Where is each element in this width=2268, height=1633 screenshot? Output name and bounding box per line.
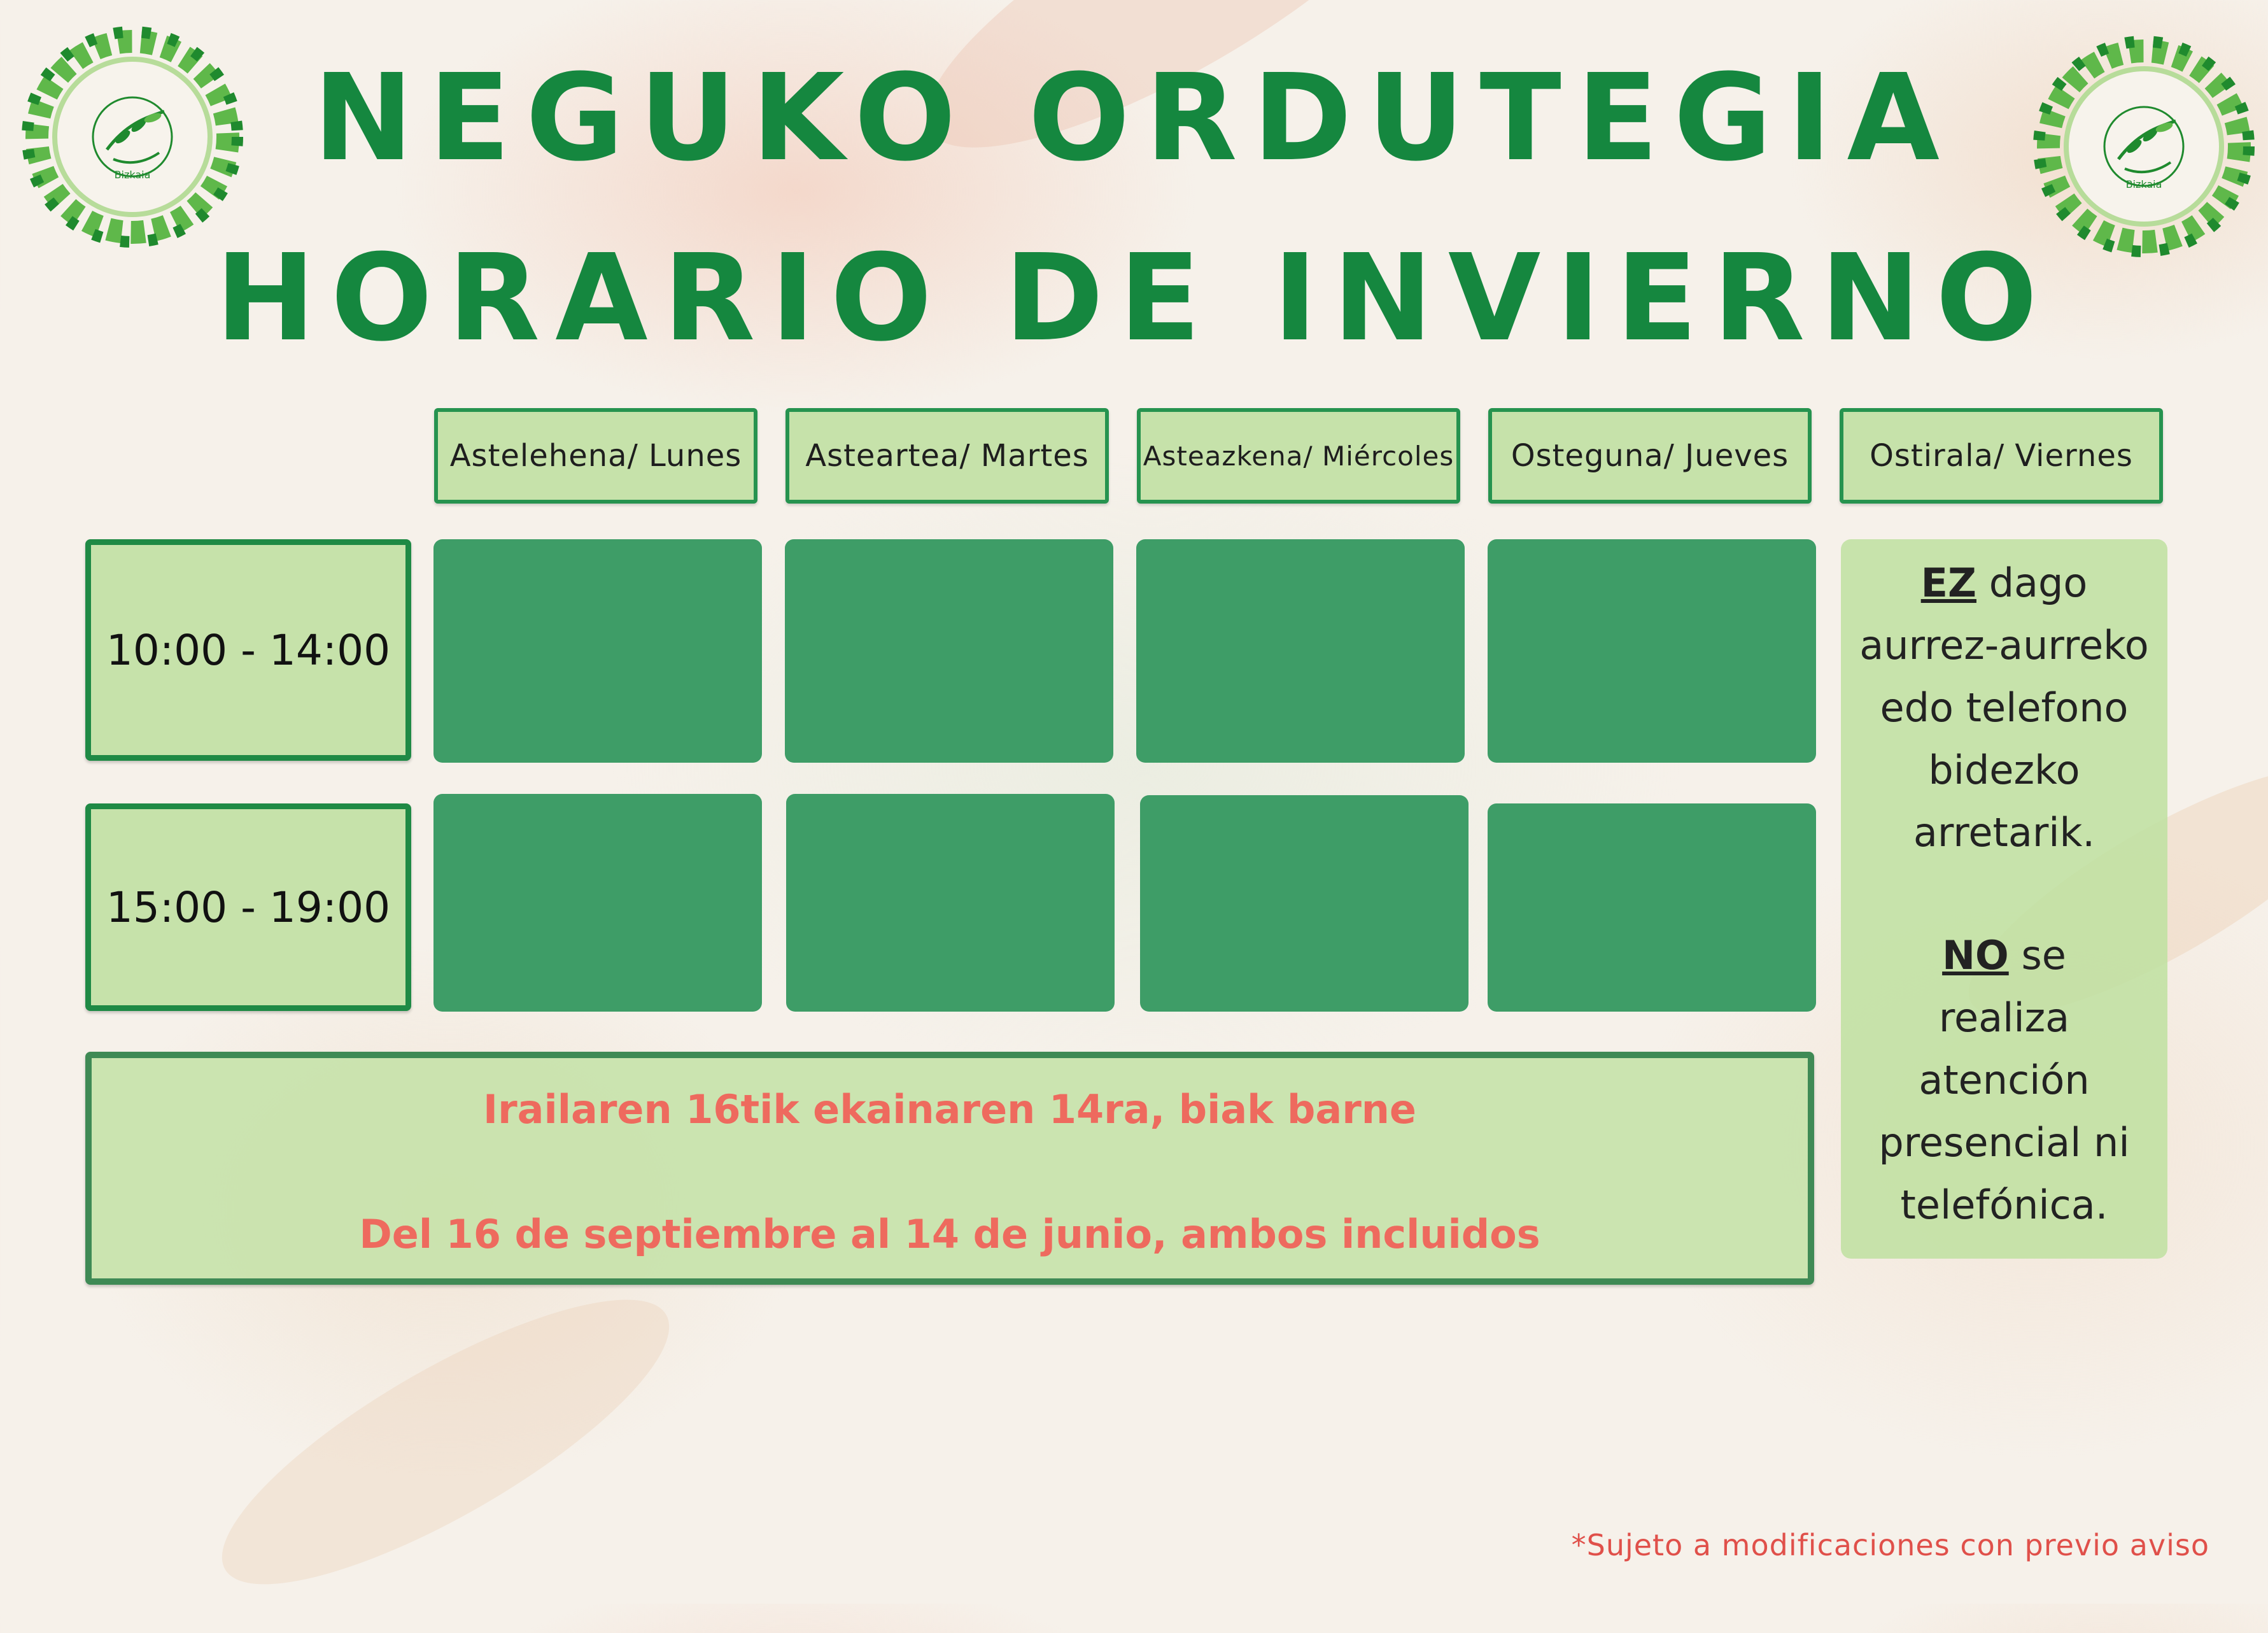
day-header-thursday: Osteguna/ Jueves [1488,408,1812,504]
svg-text:Bizkaia: Bizkaia [114,169,151,181]
notice-eu-line: arretarik. [1913,809,2095,856]
day-header-friday: Ostirala/ Viernes [1840,408,2163,504]
time-slot-afternoon: 15:00 - 19:00 [85,803,411,1011]
notice-es-line: telefónica. [1900,1182,2108,1228]
notice-eu-line: dago [1989,560,2088,606]
footnote: *Sujeto a modificaciones con previo aviso [1571,1528,2209,1562]
notice-es-emphasis: NO [1942,932,2009,979]
validity-period-spanish: Del 16 de septiembre al 14 de junio, ambos incluidos [359,1211,1540,1257]
notice-eu-emphasis: EZ [1920,560,1976,606]
notice-es-line: atención [1919,1057,2090,1103]
title-spanish: HORARIO DE INVIERNO [215,229,2053,368]
notice-es-line: realiza [1938,994,2070,1041]
notice-eu-line: edo telefono [1880,684,2129,731]
slot-monday-afternoon [433,794,762,1012]
day-header-wednesday: Asteazkena/ Miércoles [1137,408,1460,504]
title-basque: NEGUKO ORDUTEGIA [313,48,1955,188]
background-streak [188,1251,703,1632]
slot-thursday-morning [1488,539,1816,763]
notice-eu-line: aurrez-aurreko [1859,622,2149,668]
slot-tuesday-afternoon [786,794,1115,1012]
time-slot-morning: 10:00 - 14:00 [85,539,411,761]
friday-closed-notice [1841,539,2167,1259]
slot-tuesday-morning [785,539,1113,763]
notice-eu-line: bidezko [1928,747,2080,793]
day-header-tuesday: Asteartea/ Martes [785,408,1109,504]
slot-wednesday-afternoon [1140,795,1469,1012]
validity-period-box [85,1052,1814,1285]
slot-monday-morning [433,539,762,763]
validity-period-basque: Irailaren 16tik ekainaren 14ra, biak barne [483,1086,1416,1133]
notice-es-line: se [2021,932,2066,979]
notice-es-line: presencial ni [1878,1119,2130,1166]
svg-text:Bizkaia: Bizkaia [2125,178,2162,190]
slot-thursday-afternoon [1488,803,1816,1012]
day-header-monday: Astelehena/ Lunes [434,408,757,504]
slot-wednesday-morning [1136,539,1465,763]
